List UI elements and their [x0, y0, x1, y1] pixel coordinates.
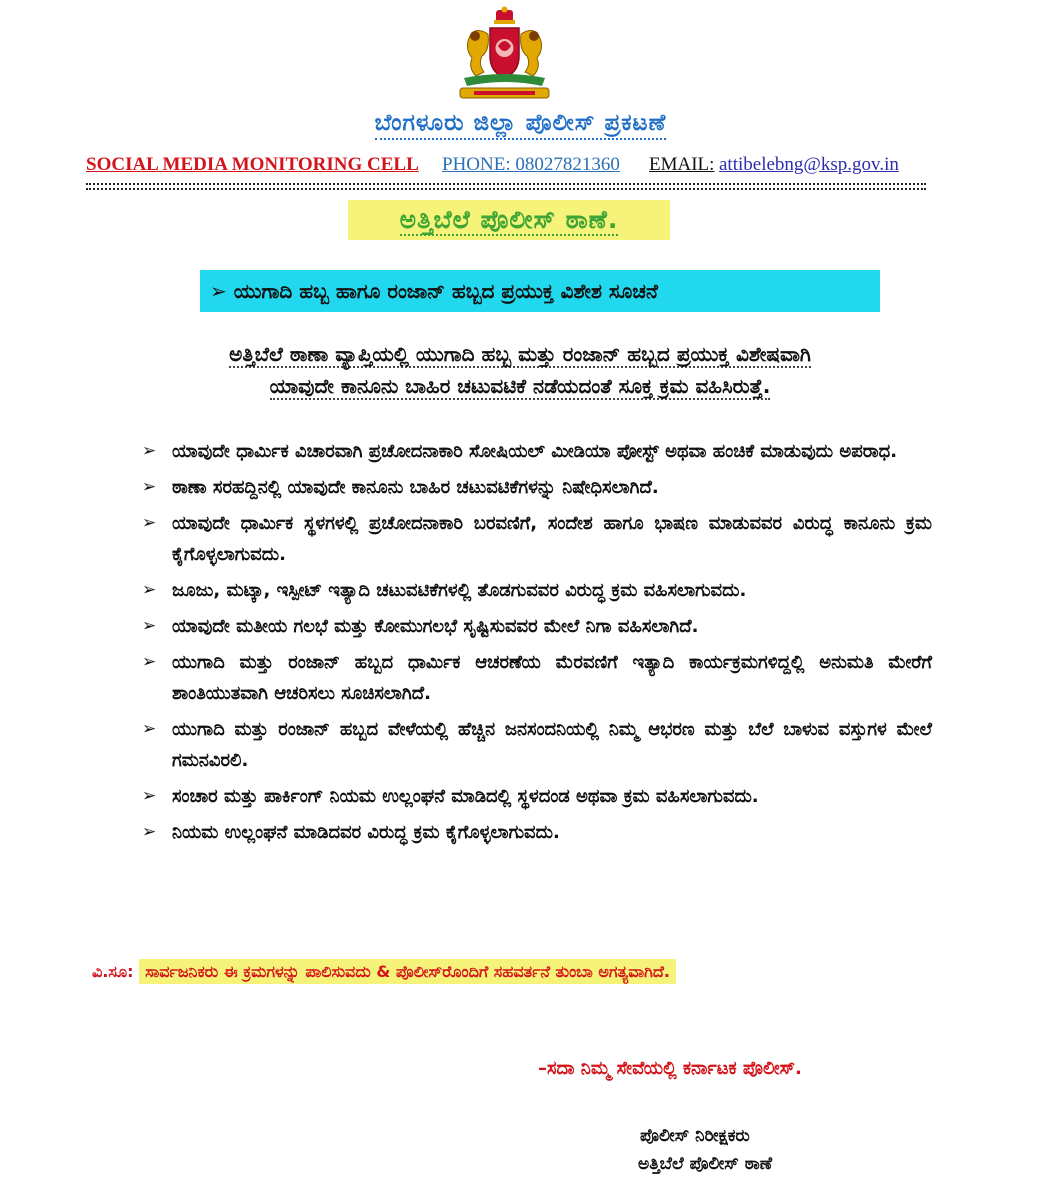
email-label: EMAIL: [649, 154, 715, 175]
list-item: ➢ ಠಾಣಾ ಸರಹದ್ದಿನಲ್ಲಿ ಯಾವುದೇ ಕಾನೂನು ಬಾಹಿರ ಚಟುವಟಿಕೆಗಳನ್ನು ನಿಷೇಧಿಸಲಾಗಿದೆ. [142, 472, 932, 503]
karnataka-emblem-icon [452, 6, 557, 106]
intro-line-2: ಯಾವುದೇ ಕಾನೂನು ಬಾಹಿರ ಚಟುವಟಿಕೆ ನಡೆಯದಂತೆ ಸೂಕ್ತ ಕ್ರಮ ವಹಿಸಿರುತ್ತೆ. [269, 374, 771, 398]
header-divider [86, 183, 926, 185]
department-title: ಬೆಂಗಳೂರು ಜಿಲ್ಲಾ ಪೊಲೀಸ್ ಪ್ರಕಟಣೆ [0, 110, 1041, 136]
sign-off: –ಸದಾ ನಿಮ್ಮ ಸೇವೆಯಲ್ಲಿ ಕರ್ನಾಟಕ ಪೊಲೀಸ್. [538, 1058, 802, 1079]
header-divider-second [86, 188, 926, 190]
phone-number[interactable]: PHONE: 08027821360 [442, 154, 620, 175]
note-text: ಸಾರ್ವಜನಿಕರು ಈ ಕ್ರಮಗಳನ್ನು ಪಾಲಿಸುವದು & ಪೊಲೀಸ್‌ರೊಂದಿಗೆ ಸಹವರ್ತನೆ ತುಂಬಾ ಅಗತ್ಯವಾಗಿದೆ. [139, 959, 676, 984]
arrow-bullet-icon: ➢ [142, 786, 157, 806]
list-item: ➢ ನಿಯಮ ಉಲ್ಲಂಘನೆ ಮಾಡಿದವರ ವಿರುದ್ಧ ಕ್ರಮ ಕೈಗೊಳ್ಳಲಾಗುವದು. [142, 817, 932, 848]
list-item: ➢ ಯುಗಾದಿ ಮತ್ತು ರಂಜಾನ್ ಹಬ್ಬದ ಧಾರ್ಮಿಕ ಆಚರಣೆಯ ಮೆರವಣಿಗೆ ಇತ್ಯಾದಿ ಕಾರ್ಯಕ್ರಮಗಳಿದ್ದಲ್ಲಿ ಅನುಮತಿ ಮೇರೆಗೆ ಶಾಂತಿಯುತವಾಗಿ ಆಚರಿಸಲು ಸೂಚಿಸಲಾಗಿದೆ. [142, 647, 932, 709]
list-item: ➢ ಯುಗಾದಿ ಮತ್ತು ರಂಜಾನ್ ಹಬ್ಬದ ವೇಳೆಯಲ್ಲಿ ಹೆಚ್ಚಿನ ಜನಸಂದನಿಯಲ್ಲಿ ನಿಮ್ಮ ಆಭರಣ ಮತ್ತು ಬೆಲೆ ಬಾಳುವ ವಸ್ತುಗಳ ಮೇಲೆ ಗಮನವಿರಲಿ. [142, 714, 932, 776]
arrow-bullet-icon: ➢ [142, 616, 157, 636]
instruction-list [142, 436, 932, 853]
list-item: ➢ ಯಾವುದೇ ಧಾರ್ಮಿಕ ಸ್ಥಳಗಳಲ್ಲಿ ಪ್ರಚೋದನಾಕಾರಿ ಬರವಣಿಗೆ, ಸಂದೇಶ ಹಾಗೂ ಭಾಷಣ ಮಾಡುವವರ ವಿರುದ್ಧ ಕಾನೂನು ಕ್ರಮ ಕೈಗೊಳ್ಳಲಾಗುವದು. [142, 508, 932, 570]
list-item: ➢ ಸಂಚಾರ ಮತ್ತು ಪಾರ್ಕಿಂಗ್ ನಿಯಮ ಉಲ್ಲಂಘನೆ ಮಾಡಿದಲ್ಲಿ ಸ್ಥಳದಂಡ ಅಥವಾ ಕ್ರಮ ವಹಿಸಲಾಗುವದು. [142, 781, 932, 812]
list-item: ➢ ಯಾವುದೇ ಮತೀಯ ಗಲಭೆ ಮತ್ತು ಕೋಮುಗಲಭೆ ಸೃಷ್ಟಿಸುವವರ ಮೇಲೆ ನಿಗಾ ವಹಿಸಲಾಗಿದೆ. [142, 611, 932, 642]
arrow-bullet-icon: ➢ [142, 513, 157, 533]
intro-line-1: ಅತ್ತಿಬೆಲೆ ಠಾಣಾ ವ್ಯಾಪ್ತಿಯಲ್ಲಿ ಯುಗಾದಿ ಹಬ್ಬ ಮತ್ತು ರಂಜಾನ್ ಹಬ್ಬದ ಪ್ರಯುಕ್ತ ವಿಶೇಷವಾಗಿ [229, 342, 811, 366]
arrow-bullet-icon: ➢ [142, 580, 157, 600]
list-item: ➢ ಯಾವುದೇ ಧಾರ್ಮಿಕ ವಿಚಾರವಾಗಿ ಪ್ರಚೋದನಾಕಾರಿ ಸೋಷಿಯಲ್ ಮೀಡಿಯಾ ಪೋಸ್ಟ್ ಅಥವಾ ಹಂಚಿಕೆ ಮಾಡುವುದು ಅಪರಾಧ. [142, 436, 932, 467]
email-link[interactable]: attibelebng@ksp.gov.in [719, 154, 899, 175]
special-note [92, 962, 952, 982]
arrow-bullet-icon: ➢ [142, 719, 157, 739]
list-item: ➢ ಜೂಜು, ಮಟ್ಕಾ, ಇಸ್ಪೀಟ್ ಇತ್ಯಾದಿ ಚಟುವಟಿಕೆಗಳಲ್ಲಿ ತೊಡಗುವವರ ವಿರುದ್ಧ ಕ್ರಮ ವಹಿಸಲಾಗುವದು. [142, 575, 932, 606]
notice-title-bar: ➢ ಯುಗಾದಿ ಹಬ್ಬ ಹಾಗೂ ರಂಜಾನ್ ಹಬ್ಬದ ಪ್ರಯುಕ್ತ ವಿಶೇಶ ಸೂಚನೆ [200, 270, 880, 312]
note-label: ವಿ.ಸೂ: [92, 962, 134, 981]
arrow-bullet-icon: ➢ [142, 441, 157, 461]
arrow-bullet-icon: ➢ [142, 477, 157, 497]
arrow-bullet-icon: ➢ [142, 822, 157, 842]
officer-signature-block [640, 1122, 772, 1178]
intro-paragraph [120, 338, 920, 402]
officer-station: ಅತ್ತಿಬೆಲೆ ಪೊಲೀಸ್ ಠಾಣೆ [638, 1154, 773, 1174]
officer-title: ಪೊಲೀಸ್ ನಿರೀಕ್ಷಕರು [640, 1126, 750, 1146]
cell-name: SOCIAL MEDIA MONITORING CELL [86, 154, 419, 175]
station-name-banner: ಅತ್ತಿಬೆಲೆ ಪೊಲೀಸ್ ಠಾಣೆ. [348, 200, 670, 240]
arrow-bullet-icon: ➢ [142, 652, 157, 672]
